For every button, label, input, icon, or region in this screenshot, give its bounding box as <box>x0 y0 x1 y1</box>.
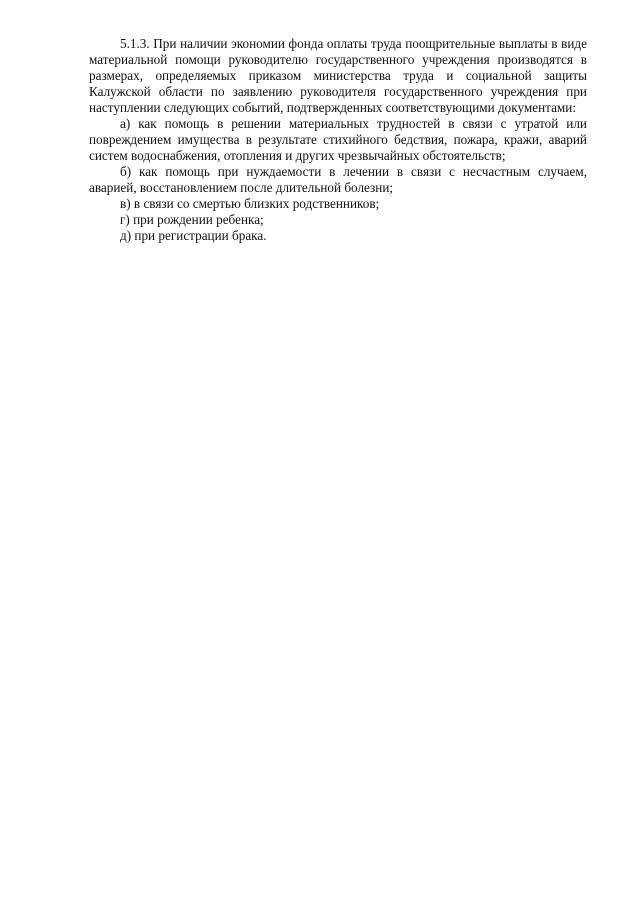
list-item-g: г) при рождении ребенка; <box>120 212 264 227</box>
document-body <box>89 36 587 244</box>
list-item-b: б) как помощь при нуждаемости в лечении в связи с несчастным случаем, аварией, восстановлением после длительной болезни; <box>89 164 587 195</box>
list-item-d: д) при регистрации брака. <box>120 228 267 243</box>
paragraph-5-1-3: 5.1.3. При наличии экономии фонда оплаты труда поощрительные выплаты в виде материальной помощи руководителю государственного учреждения производятся в размерах, определяемых приказом министерства труда и социальной защиты Калужской области по заявлению руководителя государственного учреждения при наступлении следующих событий, подтвержденных соответствующими документами: <box>89 36 587 115</box>
list-item-a: а) как помощь в решении материальных трудностей в связи с утратой или повреждением имущества в результате стихийного бедствия, пожара, кражи, аварий систем водоснабжения, отопления и других чрезвычайных обстоятельств; <box>89 116 587 163</box>
list-item-v: в) в связи со смертью близких родственников; <box>120 196 380 211</box>
